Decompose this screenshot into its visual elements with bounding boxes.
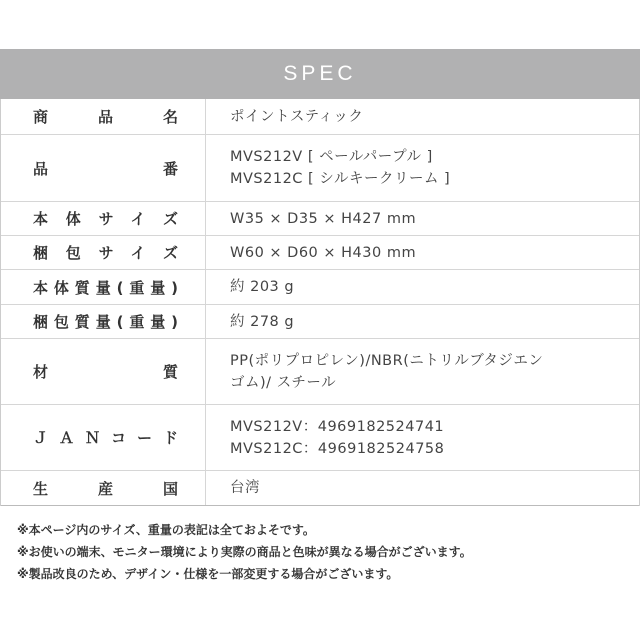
note-line: ※お使いの端末、モニター環境により実際の商品と色味が異なる場合がございます。 [17, 545, 472, 559]
spec-value [206, 242, 416, 264]
spec-value-line: ゴム)/ スチール [230, 374, 337, 391]
spec-table [0, 99, 640, 506]
spec-value-line: 約 203 g [230, 279, 295, 295]
spec-label [1, 405, 206, 470]
spec-value [206, 477, 260, 499]
spec-value-line: 約 278 g [230, 313, 295, 330]
spec-value [206, 311, 294, 333]
spec-value [206, 146, 450, 190]
spec-value-line: PP(ポリプロピレン)/NBR(ニトリルブタジエン [230, 352, 544, 369]
spec-value [206, 208, 416, 230]
spec-label-text: 材質 [33, 363, 293, 381]
spec-label-text: 生産国 [33, 479, 228, 498]
spec-value-line: MVS212C [ シルキークリーム ] [230, 171, 451, 187]
notes [17, 519, 472, 585]
spec-label [1, 202, 206, 235]
spec-label-text: ＪＡＮコード [33, 429, 189, 447]
spec-label-text: 品番 [33, 159, 293, 178]
spec-row [1, 405, 639, 471]
spec-label-text: 梱包サイズ [33, 244, 196, 262]
spec-label-text: 梱包質量(重量) [33, 313, 184, 331]
spec-label [1, 99, 228, 134]
spec-row [1, 305, 639, 339]
spec-label-text: 本体質量(重量) [33, 278, 184, 297]
spec-value-line: MVS212V [ ペールパープル ] [230, 149, 433, 165]
note-line: ※本ページ内のサイズ、重量の表記は全ておよそです。 [17, 523, 315, 537]
spec-label [1, 305, 206, 338]
spec-value-line: W60 × D60 × H430 mm [230, 244, 417, 261]
spec-value-line: W35 × D35 × H427 mm [230, 210, 417, 227]
spec-label-text: 本体サイズ [33, 210, 196, 228]
spec-label [1, 135, 293, 201]
spec-value-line: MVS212C：4969182524758 [230, 440, 445, 457]
spec-header: SPEC [0, 49, 640, 99]
spec-row [1, 236, 639, 270]
spec-row [1, 99, 639, 135]
spec-label [1, 236, 206, 269]
spec-row [1, 202, 639, 236]
spec-value [206, 276, 294, 298]
spec-value-line: 台湾 [230, 480, 260, 496]
spec-label-text: 商品名 [33, 108, 228, 126]
spec-value [206, 416, 444, 460]
spec-label [1, 471, 228, 505]
spec-value-line: ポイントスティック [230, 108, 364, 125]
spec-value-line: MVS212V：4969182524741 [230, 418, 445, 435]
note-line: ※製品改良のため、デザイン・仕様を一部変更する場合がございます。 [17, 567, 399, 581]
spec-row [1, 471, 639, 506]
spec-label [1, 270, 206, 304]
spec-row [1, 339, 639, 405]
spec-row [1, 135, 639, 202]
spec-row [1, 270, 639, 305]
spec-value [206, 350, 543, 394]
spec-value [206, 106, 363, 128]
